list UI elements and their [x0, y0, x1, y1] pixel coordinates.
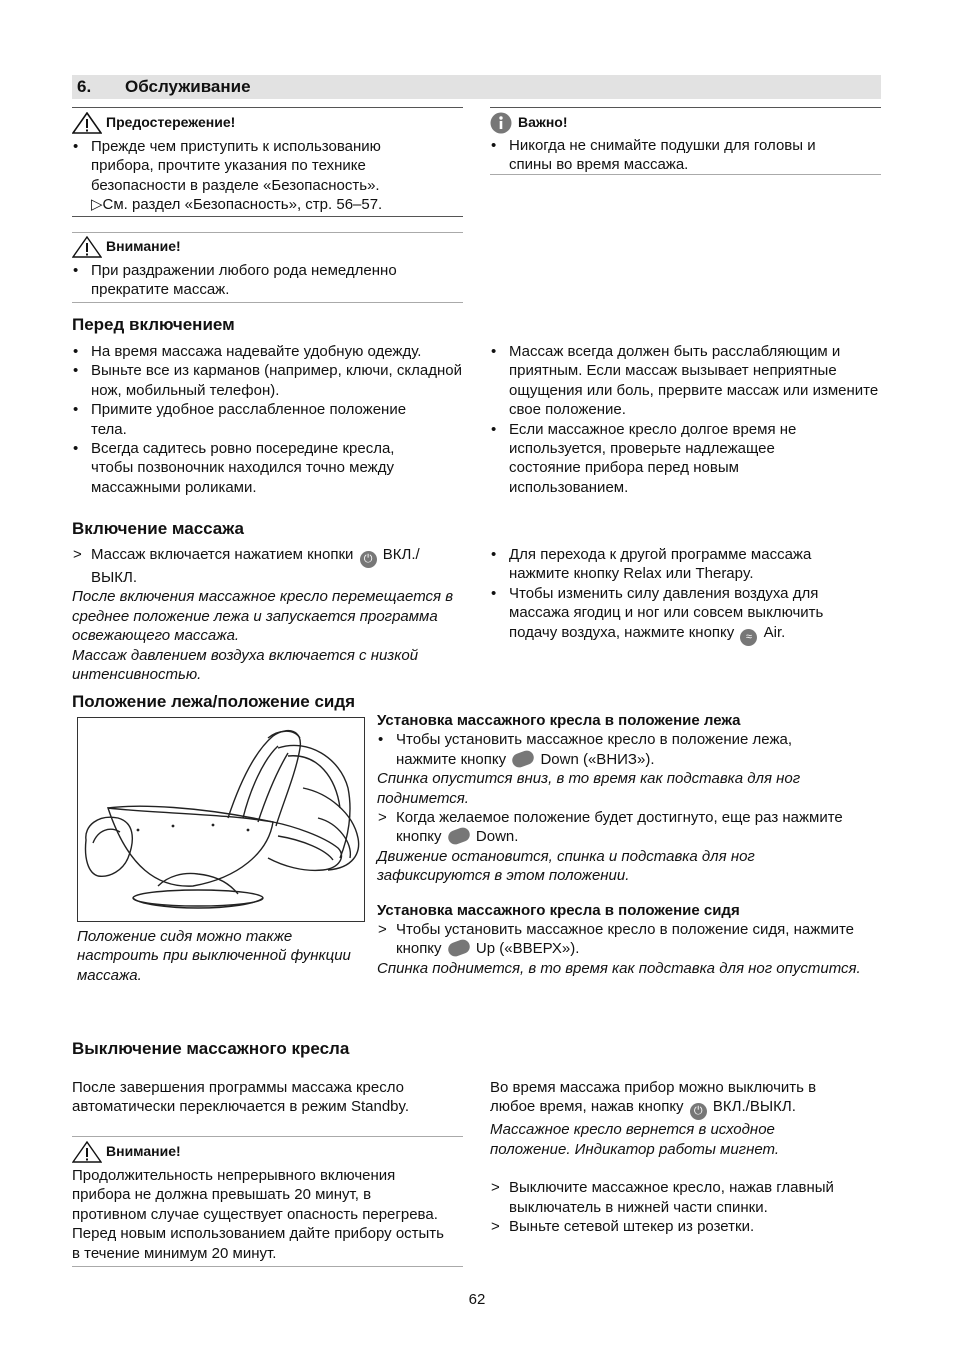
caution-ref: ▷См. раздел «Безопасность», стр. 56–57.	[91, 196, 383, 214]
list-item: > Массаж включается нажатием кнопки ⏻ ВКЛ./ВЫКЛ.	[72, 545, 463, 587]
attention-text: Продолжительность непрерывного включения прибора не должна превышать 20 минут, в противном случае существует опасность перегрева. Перед новым использованием дайте прибору остыть в течение минимум 20 минут.	[72, 1167, 444, 1262]
section-number: 6.	[77, 77, 92, 96]
power-button-icon: ⏻	[690, 1103, 707, 1120]
before-heading: Перед включением	[72, 315, 235, 334]
arrow-button-icon	[446, 826, 471, 847]
list-item: > Выньте сетевой штекер из розетки.	[490, 1217, 881, 1236]
attention-box-2	[72, 1141, 463, 1263]
position-instructions	[377, 711, 877, 978]
list-item: • Примите удобное расслабленное положение тела.	[72, 400, 436, 439]
caution-box	[72, 112, 463, 215]
switch-on-note: Массаж давлением воздуха включается с низкой интенсивностью.	[72, 646, 419, 684]
list-item: > Выключите массажное кресло, нажав главный выключатель в нижней части спинки.	[490, 1178, 884, 1217]
before-list-right	[490, 342, 885, 497]
sitting-note: Спинка поднимется, в то время как подставка для ног опустится.	[377, 959, 861, 977]
divider	[72, 1266, 463, 1267]
chair-illustration	[77, 717, 365, 922]
important-item: • Никогда не снимайте подушки для головы и спины во время массажа.	[490, 136, 854, 175]
caution-item: • Прежде чем приступить к использованию прибора, прочтите указания по технике безопасности в разделе «Безопасность».	[72, 137, 431, 195]
list-item: • Чтобы изменить силу давления воздуха для массажа ягодиц и ног или совсем выключить подачу воздуха, нажмите кнопку ≈ Air.	[490, 584, 874, 646]
position-heading: Положение лежа/положение сидя	[72, 692, 356, 711]
list-item: > Когда желаемое положение будет достигнуто, еще раз нажмите кнопку Down.	[377, 808, 851, 847]
power-button-icon: ⏻	[360, 551, 377, 568]
standby-text: После завершения программы массажа кресло автоматически переключается в режим Standby.	[72, 1079, 410, 1116]
list-item: • Всегда садитесь ровно посередине кресла, чтобы позвоночник находился точно между массажными роликами.	[72, 439, 436, 497]
switch-off-right	[490, 1078, 881, 1236]
air-button-icon: ≈	[740, 629, 757, 646]
list-item: • Для перехода к другой программе массажа нажмите кнопку Relax или Therapy.	[490, 545, 869, 584]
list-item: > Чтобы установить массажное кресло в положение сидя, нажмите кнопку Up («ВВЕРХ»).	[377, 920, 856, 959]
position-caption: Положение сидя можно также настроить при выключенной функции массажа.	[77, 928, 351, 984]
switch-on-note: После включения массажное кресло перемещается в среднее положение лежа и запускается программа освежающего массажа.	[72, 588, 454, 645]
before-list-left	[72, 342, 463, 497]
important-header	[490, 112, 881, 134]
attention-header	[72, 1141, 463, 1163]
divider	[72, 216, 463, 217]
switch-off-heading: Выключение массажного кресла	[72, 1039, 350, 1058]
page-number: 62	[468, 1291, 486, 1308]
arrow-button-icon	[511, 748, 536, 769]
list-item: • Чтобы установить массажное кресло в положение лежа, нажмите кнопку Down («ВНИЗ»).	[377, 730, 851, 769]
sitting-title: Установка массажного кресла в положение сидя	[377, 901, 740, 919]
divider	[72, 107, 463, 108]
divider	[490, 107, 881, 108]
caution-header	[72, 112, 463, 134]
section-title: Обслуживание	[125, 77, 251, 96]
attention-title: Внимание!	[106, 238, 181, 255]
section-header	[72, 75, 881, 99]
divider	[72, 232, 463, 233]
divider	[72, 1136, 463, 1137]
list-item: • На время массажа надевайте удобную одежду.	[72, 342, 463, 361]
attention-item: • При раздражении любого рода немедленно прекратите массаж.	[72, 261, 441, 300]
lying-note: Движение остановится, спинка и подставка для ног зафиксируются в этом положении.	[377, 847, 755, 885]
switch-off-note: Массажное кресло вернется в исходное положение. Индикатор работы мигнет.	[490, 1121, 780, 1158]
massage-chair-drawing	[78, 718, 364, 921]
divider	[490, 174, 881, 175]
attention-header	[72, 236, 463, 258]
lying-title: Установка массажного кресла в положение лежа	[377, 712, 741, 729]
switch-on-right	[490, 545, 881, 646]
warning-triangle-icon	[72, 236, 102, 258]
important-box	[490, 112, 881, 175]
divider	[72, 302, 463, 303]
switch-on-heading: Включение массажа	[72, 519, 244, 538]
warning-triangle-icon	[72, 1141, 102, 1163]
list-item: • Если массажное кресло долгое время не используется, проверьте надлежащее состояние прибора перед новым использованием.	[490, 420, 829, 498]
info-circle-icon	[490, 112, 514, 134]
switch-on-left	[72, 545, 463, 684]
list-item: • Массаж всегда должен быть расслабляющим и приятным. Если массаж вызывает неприятные ощущения или боль, прервите массаж или измените свое положение.	[490, 342, 885, 420]
important-title: Важно!	[518, 114, 568, 131]
attention-title: Внимание!	[106, 1143, 181, 1160]
lying-note: Спинка опустится вниз, в то время как подставка для ног поднимется.	[377, 770, 801, 807]
list-item: • Выньте все из карманов (например, ключи, складной нож, мобильный телефон).	[72, 361, 463, 400]
attention-box	[72, 236, 463, 300]
warning-triangle-icon	[72, 112, 102, 134]
arrow-button-icon	[446, 938, 471, 959]
caution-title: Предостережение!	[106, 114, 236, 131]
switch-off-text: Во время массажа прибор можно выключить в любое время, нажав кнопку ⏻ ВКЛ./ВЫКЛ.	[490, 1078, 850, 1120]
